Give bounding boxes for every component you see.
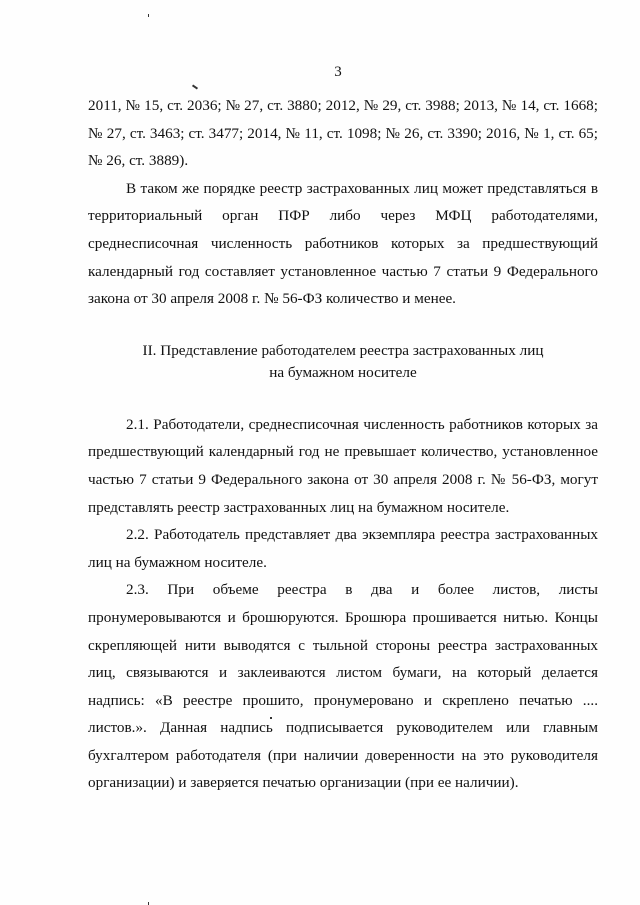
scan-speck — [148, 14, 149, 17]
paragraph-2-3: 2.3. При объеме реестра в два и более листов, листы пронумеровываются и брошюруются. Брошюра прошивается нитью. Концы скрепляющей нити выводятся с тыльной стороны реестра застрахованных лиц, связываются и заклеиваются листом бумаги, на который делается надпись: «В реестре прошито, пронумеровано и скреплено печатью .... листов.». Данная надпись подписывается руководителем или главным бухгалтером работодателя (при наличии доверенности на это руководителя организации) и заверяется печатью организации (при ее наличии). — [88, 581, 598, 792]
section-heading — [88, 340, 598, 384]
paragraph-2-1: 2.1. Работодатели, среднесписочная численность работников которых за предшествующий календарный год не превышает количество, установленное частью 7 статьи 9 Федерального закона от 30 апреля 2008 г. № 56-ФЗ, могут представлять реестр застрахованных лиц на бумажном носителе. — [88, 415, 598, 516]
document-body — [88, 92, 598, 797]
page-number: 3 — [334, 64, 342, 80]
paragraph-2-2: 2.2. Работодатель представляет два экземпляра реестра застрахованных лиц на бумажном носителе. — [88, 526, 598, 571]
scan-speck — [192, 84, 198, 89]
section-heading-line: на бумажном носителе — [269, 363, 417, 381]
paragraph-continuation: 2011, № 15, ст. 2036; № 27, ст. 3880; 2012, № 29, ст. 3988; 2013, № 14, ст. 1668; № 27, ст. 3463; ст. 3477; 2014, № 11, ст. 1098; № 26, ст. 3390; 2016, № 1, ст. 65; № 26, ст. 3889). — [88, 97, 598, 170]
paragraph-mfc-order: В таком же порядке реестр застрахованных лиц может представляться в территориальный орган ПФР либо через МФЦ работодателями, среднесписочная численность работников которых за предшествующий календарный год составляет установленное частью 7 статьи 9 Федерального закона от 30 апреля 2008 г. № 56-ФЗ количество и менее. — [88, 179, 598, 308]
section-heading-line: II. Представление работодателем реестра застрахованных лиц — [142, 341, 544, 359]
